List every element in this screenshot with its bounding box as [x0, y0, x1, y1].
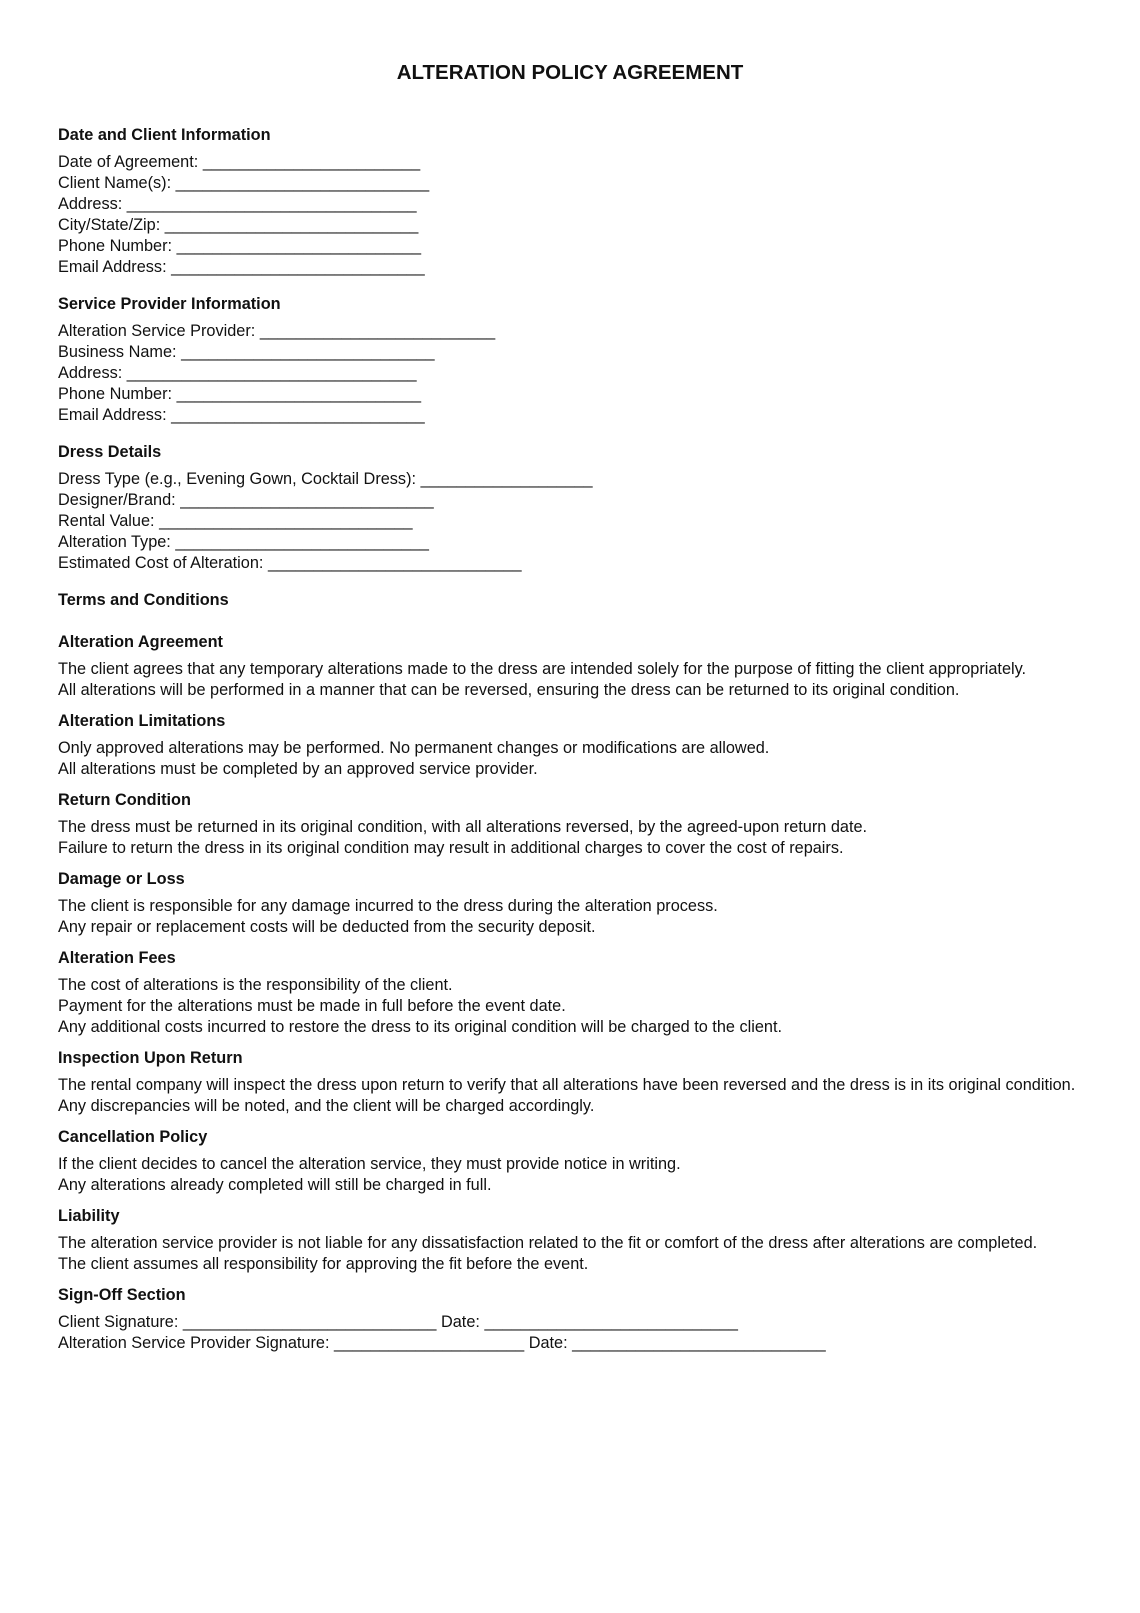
form-section	[58, 294, 1140, 426]
date-label: Date:	[528, 1334, 568, 1352]
field-blank[interactable]: ____________________________	[171, 258, 425, 276]
clause-text: Any discrepancies will be noted, and the client will be charged accordingly.	[58, 1097, 595, 1115]
document-title: ALTERATION POLICY AGREEMENT	[396, 61, 744, 84]
field-blank[interactable]: ________________________________	[126, 195, 417, 213]
clause-heading: Alteration Limitations	[58, 712, 226, 730]
field-label: Phone Number:	[58, 385, 173, 403]
form-field	[58, 511, 1140, 532]
signature-line	[58, 1312, 1140, 1333]
field-blank[interactable]: ____________________________	[175, 174, 430, 192]
clause-text: The client assumes all responsibility for approving the fit before the event.	[58, 1255, 589, 1273]
form-field	[58, 342, 1140, 363]
date-blank[interactable]: ____________________________	[484, 1313, 738, 1331]
form-field	[58, 236, 1140, 257]
signature-label: Client Signature:	[58, 1313, 179, 1331]
signature-blank[interactable]: ____________________________	[182, 1313, 437, 1331]
clause-heading: Alteration Fees	[58, 949, 176, 967]
field-blank[interactable]: ____________________________	[180, 491, 434, 509]
field-label: Phone Number:	[58, 237, 173, 255]
signoff-heading: Sign-Off Section	[58, 1286, 186, 1304]
field-blank[interactable]: __________________________	[259, 322, 496, 340]
form-field	[58, 384, 1140, 405]
field-label: Alteration Service Provider:	[58, 322, 256, 340]
section-heading: Date and Client Information	[58, 126, 271, 144]
clause-heading: Liability	[58, 1207, 120, 1225]
field-blank[interactable]: ________________________	[202, 153, 421, 171]
clause-text: Any repair or replacement costs will be deducted from the security deposit.	[58, 918, 596, 936]
field-blank[interactable]: ____________________________	[175, 533, 429, 551]
terms-clause	[58, 1048, 1140, 1117]
clause-heading: Cancellation Policy	[58, 1128, 208, 1146]
field-blank[interactable]: ____________________________	[267, 554, 522, 572]
field-blank[interactable]: ____________________________	[164, 216, 419, 234]
terms-section	[58, 590, 1140, 1275]
clause-text: All alterations must be completed by an approved service provider.	[58, 760, 538, 778]
field-label: Address:	[58, 195, 123, 213]
field-blank[interactable]: ___________________________	[176, 237, 422, 255]
terms-clause	[58, 1127, 1140, 1196]
clause-heading: Return Condition	[58, 791, 191, 809]
terms-clause	[58, 948, 1140, 1038]
terms-clause	[58, 869, 1140, 938]
field-label: Estimated Cost of Alteration:	[58, 554, 264, 572]
clause-heading: Inspection Upon Return	[58, 1049, 243, 1067]
form-section	[58, 125, 1140, 278]
clause-text: The dress must be returned in its original condition, with all alterations reversed, by the agreed-upon return date.	[58, 818, 868, 836]
form-field	[58, 194, 1140, 215]
field-blank[interactable]: ___________________________	[176, 385, 422, 403]
clause-text: The rental company will inspect the dress upon return to verify that all alterations have been reversed and the dress is in its original condition.	[58, 1076, 1076, 1094]
field-label: Address:	[58, 364, 123, 382]
form-field	[58, 469, 1140, 490]
field-label: Rental Value:	[58, 512, 155, 530]
terms-clause	[58, 790, 1140, 859]
form-field	[58, 173, 1140, 194]
clause-heading: Alteration Agreement	[58, 633, 223, 651]
form-field	[58, 553, 1140, 574]
clause-text: Only approved alterations may be performed. No permanent changes or modifications are allowed.	[58, 739, 770, 757]
form-field	[58, 152, 1140, 173]
field-blank[interactable]: ____________________________	[159, 512, 413, 530]
field-blank[interactable]: ____________________________	[181, 343, 435, 361]
terms-heading: Terms and Conditions	[58, 591, 229, 609]
form-field	[58, 532, 1140, 553]
field-blank[interactable]: ___________________	[420, 470, 593, 488]
clause-heading: Damage or Loss	[58, 870, 185, 888]
field-label: Alteration Type:	[58, 533, 171, 551]
field-label: Business Name:	[58, 343, 177, 361]
field-blank[interactable]: ____________________________	[171, 406, 425, 424]
signature-blank[interactable]: _____________________	[334, 1334, 525, 1352]
clause-text: Any additional costs incurred to restore the dress to its original condition will be charged to the client.	[58, 1018, 782, 1036]
form-field	[58, 363, 1140, 384]
field-label: Client Name(s):	[58, 174, 172, 192]
clause-text: All alterations will be performed in a manner that can be reversed, ensuring the dress can be returned to its original condition.	[58, 681, 960, 699]
clause-text: Any alterations already completed will still be charged in full.	[58, 1176, 492, 1194]
form-field	[58, 215, 1140, 236]
field-label: Email Address:	[58, 258, 167, 276]
form-field	[58, 490, 1140, 511]
form-field	[58, 405, 1140, 426]
form-section	[58, 442, 1140, 574]
clause-text: The client agrees that any temporary alterations made to the dress are intended solely for the purpose of fitting the client appropriately.	[58, 660, 1027, 678]
clause-text: The alteration service provider is not liable for any dissatisfaction related to the fit or comfort of the dress after alterations are completed.	[58, 1234, 1038, 1252]
field-label: City/State/Zip:	[58, 216, 161, 234]
form-field	[58, 321, 1140, 342]
clause-text: Failure to return the dress in its original condition may result in additional charges to cover the cost of repairs.	[58, 839, 844, 857]
clause-text: The cost of alterations is the responsibility of the client.	[58, 976, 453, 994]
form-field	[58, 257, 1140, 278]
clause-text: The client is responsible for any damage incurred to the dress during the alteration process.	[58, 897, 718, 915]
signature-label: Alteration Service Provider Signature:	[58, 1334, 330, 1352]
field-label: Dress Type (e.g., Evening Gown, Cocktail Dress):	[58, 470, 417, 488]
field-label: Email Address:	[58, 406, 167, 424]
date-label: Date:	[440, 1313, 480, 1331]
terms-clause	[58, 632, 1140, 701]
section-heading: Service Provider Information	[58, 295, 281, 313]
terms-clause	[58, 711, 1140, 780]
section-heading: Dress Details	[58, 443, 162, 461]
signoff-section	[58, 1285, 1140, 1354]
field-blank[interactable]: ________________________________	[126, 364, 417, 382]
signature-line	[58, 1333, 1140, 1354]
field-label: Designer/Brand:	[58, 491, 176, 509]
field-label: Date of Agreement:	[58, 153, 199, 171]
clause-text: Payment for the alterations must be made in full before the event date.	[58, 997, 566, 1015]
clause-text: If the client decides to cancel the alteration service, they must provide notice in writing.	[58, 1155, 681, 1173]
date-blank[interactable]: ____________________________	[572, 1334, 826, 1352]
terms-clause	[58, 1206, 1140, 1275]
